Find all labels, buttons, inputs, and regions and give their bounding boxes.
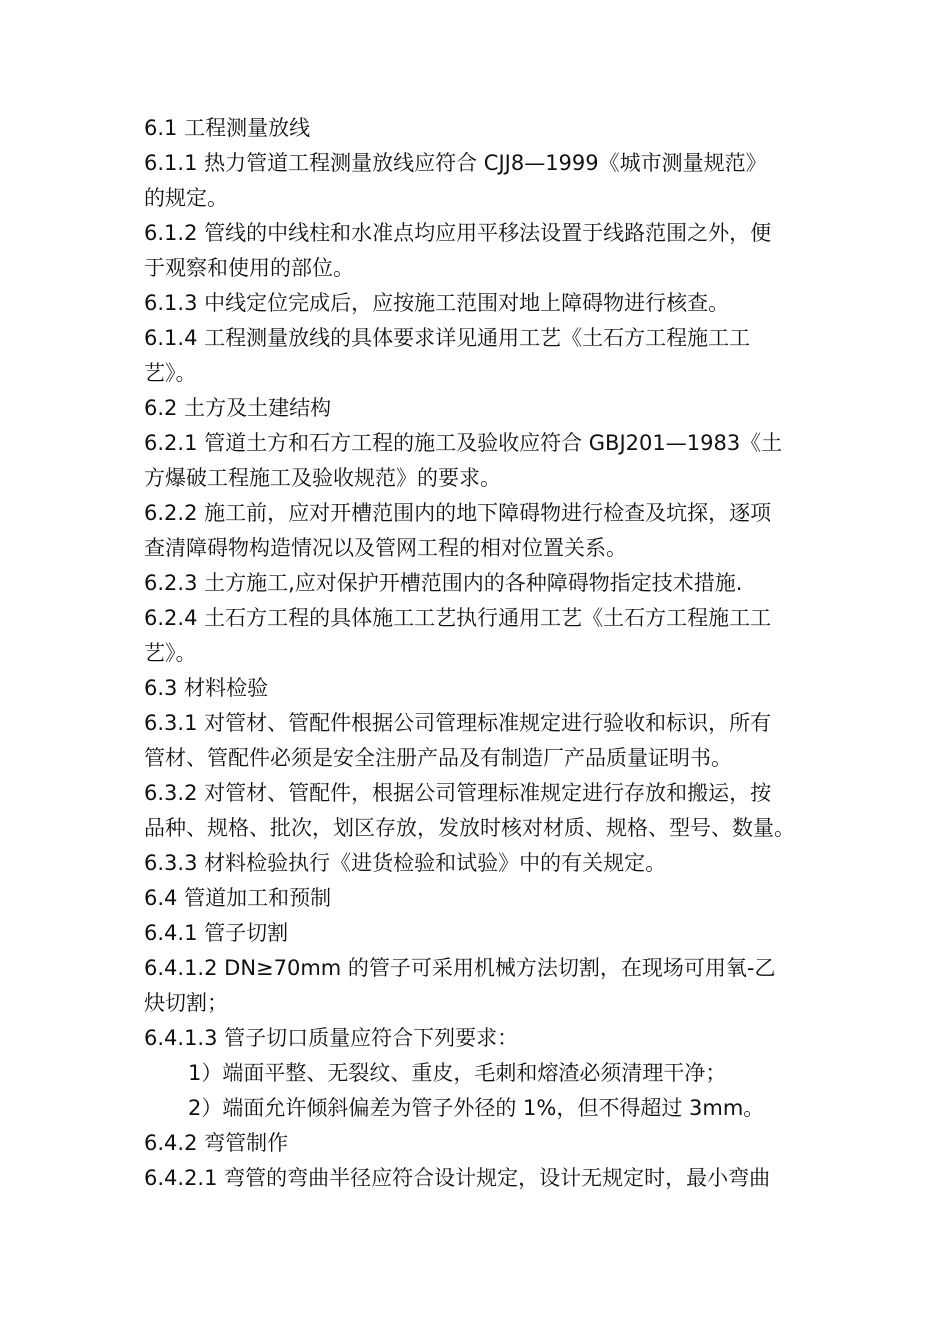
text-line: 6.4.1.3 管子切口质量应符合下列要求： — [144, 1026, 519, 1050]
text-line: 6.4.1 管子切割 — [144, 921, 289, 945]
text-line: 6.3.3 材料检验执行《进货检验和试验》中的有关规定。 — [144, 851, 667, 875]
text-line: 6.3 材料检验 — [144, 676, 269, 700]
text-line: 6.2.4 土石方工程的具体施工工艺执行通用工艺《土石方工程施工工 — [144, 606, 772, 630]
text-line: 炔切割； — [144, 991, 228, 1015]
text-line: 6.1.1 热力管道工程测量放线应符合 CJJ8—1999《城市测量规范》 — [144, 151, 767, 175]
text-line: 艺》。 — [144, 641, 197, 665]
text-line: 6.3.2 对管材、管配件，根据公司管理标准规定进行存放和搬运，按 — [144, 781, 772, 805]
text-line: 管材、管配件必须是安全注册产品及有制造厂产品质量证明书。 — [144, 746, 732, 770]
text-line: 方爆破工程施工及验收规范》的要求。 — [144, 466, 501, 490]
text-line: 6.2.1 管道土方和石方工程的施工及验收应符合 GBJ201—1983《土 — [144, 431, 783, 455]
text-line: 品种、规格、批次，划区存放，发放时核对材质、规格、型号、数量。 — [144, 816, 795, 840]
list-item: 1）端面平整、无裂纹、重皮，毛刺和熔渣必须清理干净； — [188, 1061, 727, 1085]
text-line: 6.1.3 中线定位完成后，应按施工范围对地上障碍物进行核查。 — [144, 291, 730, 315]
document-body — [144, 111, 814, 1196]
text-line: 6.4.2.1 弯管的弯曲半径应符合设计规定，设计无规定时，最小弯曲 — [144, 1166, 771, 1190]
list-item: 2）端面允许倾斜偏差为管子外径的 1%，但不得超过 3mm。 — [188, 1096, 765, 1120]
text-line: 6.4.2 弯管制作 — [144, 1131, 289, 1155]
text-line: 6.1 工程测量放线 — [144, 116, 311, 140]
text-line: 6.2 土方及土建结构 — [144, 396, 332, 420]
text-line: 查清障碍物构造情况以及管网工程的相对位置关系。 — [144, 536, 627, 560]
text-line: 艺》。 — [144, 361, 197, 385]
text-line: 于观察和使用的部位。 — [144, 256, 354, 280]
text-line: 6.1.4 工程测量放线的具体要求详见通用工艺《土石方工程施工工 — [144, 326, 751, 350]
text-line: 的规定。 — [144, 186, 228, 210]
text-line: 6.2.3 土方施工,应对保护开槽范围内的各种障碍物指定技术措施. — [144, 571, 743, 595]
text-line: 6.4.1.2 DN≥70mm 的管子可采用机械方法切割，在现场可用氧-乙 — [144, 956, 776, 980]
text-line: 6.4 管道加工和预制 — [144, 886, 332, 910]
text-line: 6.3.1 对管材、管配件根据公司管理标准规定进行验收和标识，所有 — [144, 711, 772, 735]
text-line: 6.1.2 管线的中线柱和水准点均应用平移法设置于线路范围之外，便 — [144, 221, 772, 245]
text-line: 6.2.2 施工前，应对开槽范围内的地下障碍物进行检查及坑探，逐项 — [144, 501, 772, 525]
